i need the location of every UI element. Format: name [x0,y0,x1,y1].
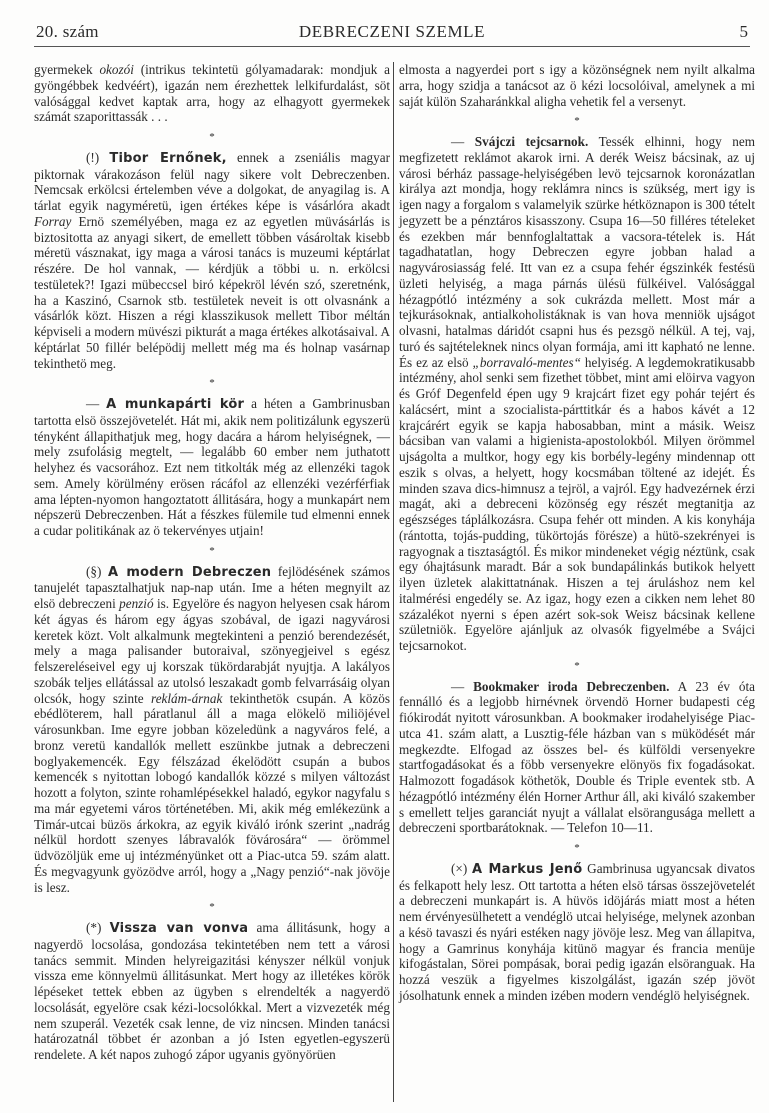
page-header [34,20,750,47]
article-bookmaker-iroda: — Bookmaker iroda Debreczenben. A 23 év óta fennálló és a legjobb hirnévnek örvendö Horner budapesti cég fiókirodát nyitott városunkban. A bookmaker irodahelyisége Piac-utca 41. szám alatt, a Lusztig-féle házban van s müködését már megkezdte. Elfogad az összes bel- és külföldi versenyekre startfogadásokat és a föbb versenyekre elönyös fix fogadásokat. Halmozott fogadások köthetök, Double és Triple eventek stb. A hézagpótló intézmény élén Horner Arthur áll, aki kiváló szakember s emellett teljes garanciát nyujt a vállalat elsörangusága mellett a debreczeni sportbarátoknak. — Telefon 10—11. [399,678,756,836]
article-heading: A modern Debreczen [108,564,272,580]
article-tibor-erno: (!) Tibor Ernőnek, ennek a zseniális magyar piktornak várakozáson felül nagy sikere volt Debreczenben. Nemcsak erkölcsi értelemben véve a dolgokat, de anyagilag is. A tárlat egyik nagyméretü, igen értékes képe is vásárlóra akadt Forray Ernö személyében, maga ez az egyetlen müvásárlás is biztositotta az anyagi sikert, de emellett többen vásároltak kisebb méretü vásznakat, igy maga a városi tanács is muzeumi képtárlat részére. De hol vannak, — kérdjük a többi u. n. erkölcsi testületek?! Igazi mübeccsel biró képekröl lévén szó, szeretnénk, ha a Kaszinó, Csarnok stb. testületek neveit is ott olvasnánk a vásárlók közt. Hiszen a régi klasszikusok mellett Tibor méltán képviseli a modern müvészi pikturát a maga értékes alkotásaival. A képtárlat 50 fillér belépödij mellett még ma és holnap vasárnap tekinthetö meg. [34,149,390,371]
section-separator: * [574,115,580,128]
article-heading: Vissza van vonva [109,921,249,936]
section-separator: * [209,901,215,914]
section-separator: * [574,842,580,854]
article-heading: A munkapárti kör [106,397,245,412]
article-mark: — [86,396,107,411]
article-mark: (§) [86,563,109,579]
article-vissza-van-vonva: (*) Vissza van vonva ama állitásunk, hogy a nagyerdö locsolása, gondozása tekintetében nem tett a városi tanács semmit. Minden helyreigazitási kényszer nélkül vonjuk vissza eme könnyelmü állitásunkat. Mert hogy az illetékes körök lépéseket tettek ebben az ügyben s elrendelték a nagyerdö locsolását, egyelöre csak kézi-locsolókkal. Mert a vizvezeték még nem szuperál. Vezeték csak lenne, de viz nincsen. Minden tanácsi határozatnál többet ér azonban a jó Isten egyetlen-egyszerü rendelete. A két napos zuhogó zápor ugyanis gyönyörüen [34,920,391,1062]
article-mark: (×) [451,860,473,876]
publication-title: DEBRECZENI SZEMLE [298,22,486,41]
page-number: 5 [739,22,748,41]
article-heading: Bookmaker iroda Debreczenben. [473,678,670,694]
article-mark: — [451,134,475,149]
section-separator: * [209,377,215,390]
article-munkaparti-kor: — A munkapárti kör a héten a Gambrinusban tartotta elsö összejövetelét. Hát mi, akik nem politizálunk egyszerü tényként állapithatjuk meg, hogy dacára a három helyiségnek, — mely zsufolásig megtelt, — legalább 60 ember nem juthatott helyhez és vacsorához. Ezt nem titkolták még az ellenzéki tagok sem. Amely körülmény erösen rácáfol az ellenzéki vezérférfiak ama lépten-nyomon hangoztatott állitására, hogy a munkapárt nem népszerü Debreczenben. Hát a fészkes fülemile tud elmenni ennek a cudar politikának az ö tekervényes utjain! [34,396,390,538]
column-divider [393,62,394,1102]
article-modern-debreczen: (§) A modern Debreczen fejlödésének számos tanujelét tapasztalhatjuk nap-nap után. Ime a héten megnyilt az elsö debreczeni penzió is. Egyelöre és nagyon helyesen csak három két ágyas és három egy ágyas szobával, de igazi nagyvárosi keretek közt. Volt alkalmunk megtekinteni a penzió berendezését, mely a maga palisander butoraival, szönyegjeivel s egész felszereléseivel egy uj korszak tükördarabját nyujtja. A lakályos szobák teljes ellátással az utolsó leszakadt gomb felvarrásáig olyan olcsók, hogy szinte reklám-árnak tekinthetök csupán. A közös ebédlöterem, hall páratlanul áll a maga elökelö miliöjével városunkban. Ime egyre jobban közeledünk a nagyváros felé, a bronz veretü kandallók mellett eszünkbe jutnak a debreczeni boglyakemencék. Egy félszázad ékelödött csupán a bubos kemencék s nyitottan lobogó kandallók közzé s milyen változást hozott a folyton, szinte rohamlépésekkel haladó, egykor nagyfalu s ma már egyetemi város történetében. Mi, akik még emlékezünk a Timár-utcai büzös árkokra, az egyik kiváló irónk szerint „nadrág nélkül hordott szenyes lábravalók fövárosára“ — örömmel üdvözöljük eme uj intézményünket ott a Piac-utca 59. szám alatt. És megvagyunk gyözödve arról, hogy a „Nagy penzió“-nak jövöje is lesz. [34,563,390,895]
right-column [399,62,755,1004]
article-continuation: gyermekek okozói (intrikus tekintetü gólyamadarak: mondjuk a gyöngébbek kedvéért), igazán nem érezhettek lelkifurdalást, söt valósággal kedvet kaptak arra, hogy az elhagyott gyermekek számát szaporittassák . . . [34,62,391,125]
article-heading: Svájczi tejcsarnok. [474,134,589,149]
article-markus-jeno: (×) A Markus Jenő Gambrinusa ugyancsak divatos és felkapott hely lesz. Ott tartotta a héten elsö társas összejövetelét a debreczeni munkapárt is. A hüvös idöjárás miatt most a héten nem érvényesülhetett a vendéglö utcai helyisége, melynek azonban a késö tavaszi és nyári estéken nagy jövöje lesz. Meg van állapitva, hogy a Gamrinus konyhája kitünö magyar és francia menüje kifogástalan, Sörei pompásak, borai pedig igazán elsöranguak. Ha hozzá veszük a figyelmes kiszolgálást, igazán szép jövöt jósolhatunk ennek a minden izében modern vendéglö helyiségnek. [399,860,755,1003]
article-mark: — [451,678,474,694]
article-mark: (!) [86,149,110,165]
article-heading: A Markus Jenő [472,861,583,877]
section-separator: * [209,544,215,557]
left-column [34,62,390,1063]
article-mark: (*) [86,920,110,935]
article-continuation: elmosta a nagyerdei port s igy a közönségnek nem nyilt alkalma arra, hogy szidja a tanácsot az ö kézi locsolóival, amelynek a mi saját külön Szaharánkkal aligha vehetik fel a versenyt. [399,62,755,109]
section-separator: * [209,131,215,143]
issue-number: 20. szám [36,22,99,41]
article-heading: Tibor Ernőnek, [109,150,227,166]
section-separator: * [574,659,580,672]
article-svajczi-tejcsarnok: — Svájczi tejcsarnok. Tessék elhinni, hogy nem megfizetett reklámot akarok irni. A derék Weisz bácsinak, az uj városi bérház passage-helyiségében levö tejcsarnok koronázatlan királya azt mondja, hogy reklámra nincs is szükség, mert igy is igen nagy a forgalom s valamelyik szürke hétköznapon is 300 tételt jegyzett be a pénztáros kisasszony. Csupa 16—50 filléres tételeket és ezekben már bennfoglaltattak a vacsora-tételek is. Hát tagadhatatlan, hogy Debreczen egyre jobban halad a nagyvárosiasság felé. Itt van ez a csupa fehér égszinkék festésü üzleti helyiség, a maga párnás ülésü fülkéivel. Valósággal hézagpótló intézmény a sok cukrázda mellett. Most már a tejkurásoknak, antialkoholistáknak is van hova menniök ujságot olvasni, hatalmas dáridót csapni hus és pezsgö nélkül. A tej, vaj, turó és sajtételeknek nincs olyan formája, ami itt kapható ne lenne. És ez az elsö „borravaló-mentes“ helyiség. A legdemokratikusabb intézmény, ahol senki sem fizethet többet, mint ami elöirva vagyon és Gróf Degenfeld épen ugy 9 krajcárt fizet egy pohár tejért és kalácsért, mint a szocialista-párttitkár és a habos kávét a 12 krajcárért egyik se kapja habosabban, mint a másik. Weisz bácsiban van valami a higienista-apostolokból. Milyen örömmel ujságolta a multkor, hogy egy kis borbély-legény mindennap ott eszik s olvas, a helyett, hogy kocsmában töltené az idejét. És minden szava dics-himnusz a tejröl, a vajról. Egy hadvezérnek érzi magát, aki a debreceni közönség egy részét megtanitja az egészséges táplálkozásra. Csupa fehér ott minden. A kis konyhája (rántotta, tojás-pudding, tükörtojás förésze) a hütö-szekrényei is ragyognak a tisztaságtól. És mikor mindeneket végig néztünk, csak egy óhajtásunk maradt. Bár a sok bundapálinkás butikok helyett ilyen üzletek alakittatnának. Hiszen a tej áruláshoz nem kel italmérési engedély se. Az igaz, hogy ezen a cikken nem lehet 80 százalékot nyerni s épen azért sok-sok Weisz bácsinak kellene születniök. Egyelöre ajánljuk az olvasók figyelmébe a Svájci tejcsarnokot. [399,134,756,653]
